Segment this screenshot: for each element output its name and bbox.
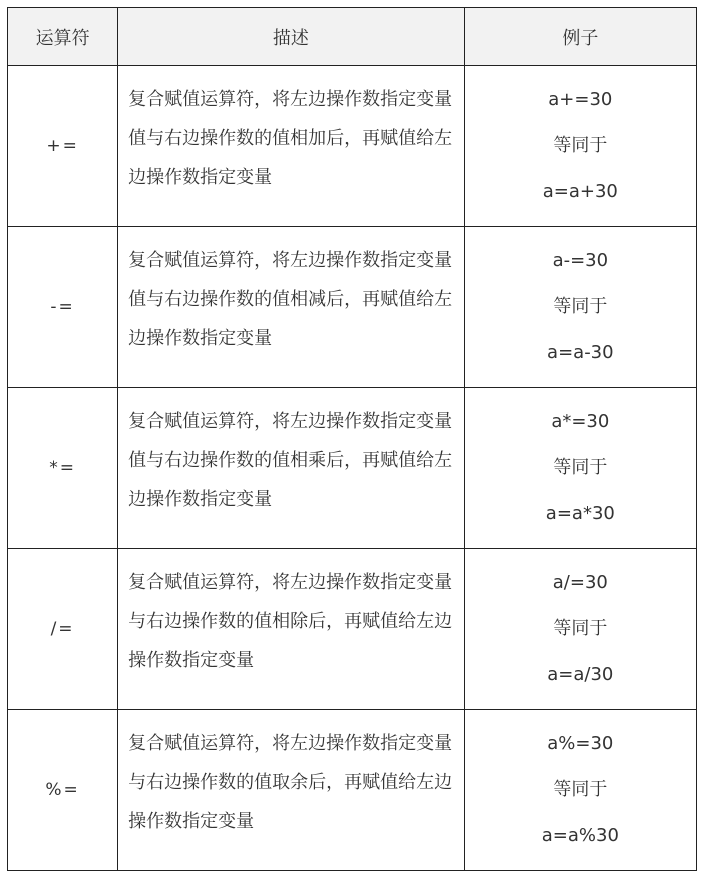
example-cell <box>464 710 696 871</box>
example-cell <box>464 549 696 710</box>
table-row <box>8 227 697 388</box>
description-text: 复合赋值运算符，将左边操作数指定变量值与右边操作数的值相减后，再赋值给左边操作数指定变量 <box>128 250 453 349</box>
example-expression: a-=30 <box>552 250 609 271</box>
description-text: 复合赋值运算符，将左边操作数指定变量值与右边操作数的值相乘后，再赋值给左边操作数指定变量 <box>128 411 453 510</box>
operator-cell: += <box>8 66 118 227</box>
operator-table <box>7 7 697 871</box>
example-expression: a%=30 <box>547 733 614 754</box>
header-operator: 运算符 <box>8 8 118 66</box>
example-equivalent-label: 等同于 <box>553 296 608 317</box>
operator-cell: -= <box>8 227 118 388</box>
description-cell <box>118 388 465 549</box>
table-body <box>8 66 697 871</box>
example-expanded: a=a-30 <box>547 342 614 363</box>
header-description: 描述 <box>118 8 465 66</box>
example-equivalent-label: 等同于 <box>553 457 608 478</box>
example-expanded: a=a+30 <box>542 181 618 202</box>
example-equivalent-label: 等同于 <box>553 135 608 156</box>
description-text: 复合赋值运算符，将左边操作数指定变量与右边操作数的值取余后，再赋值给左边操作数指定变量 <box>128 733 453 832</box>
example-expanded: a=a/30 <box>547 664 614 685</box>
description-text: 复合赋值运算符，将左边操作数指定变量值与右边操作数的值相加后，再赋值给左边操作数指定变量 <box>128 89 453 188</box>
operator-cell: /= <box>8 549 118 710</box>
header-example: 例子 <box>464 8 696 66</box>
table-row <box>8 66 697 227</box>
description-cell <box>118 227 465 388</box>
description-cell <box>118 66 465 227</box>
example-expression: a*=30 <box>551 411 610 432</box>
example-expression: a+=30 <box>548 89 613 110</box>
example-cell <box>464 227 696 388</box>
table-row <box>8 710 697 871</box>
example-expanded: a=a%30 <box>541 825 619 846</box>
example-expression: a/=30 <box>552 572 608 593</box>
header-row <box>8 8 697 66</box>
table-header <box>8 8 697 66</box>
example-cell <box>464 388 696 549</box>
table-row <box>8 549 697 710</box>
operator-cell: *= <box>8 388 118 549</box>
table-row <box>8 388 697 549</box>
example-equivalent-label: 等同于 <box>553 779 608 800</box>
description-cell <box>118 549 465 710</box>
example-cell <box>464 66 696 227</box>
operator-cell: %= <box>8 710 118 871</box>
description-text: 复合赋值运算符，将左边操作数指定变量与右边操作数的值相除后，再赋值给左边操作数指定变量 <box>128 572 453 671</box>
description-cell <box>118 710 465 871</box>
example-expanded: a=a*30 <box>545 503 615 524</box>
example-equivalent-label: 等同于 <box>553 618 608 639</box>
